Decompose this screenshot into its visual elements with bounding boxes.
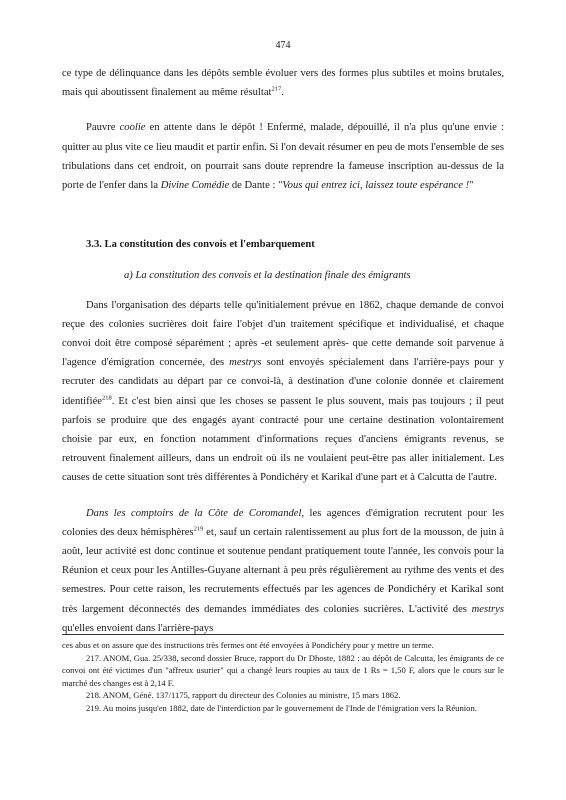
footnote-ref-217[interactable]: 217 bbox=[271, 85, 282, 93]
term-mestrys: mestrys bbox=[229, 357, 262, 369]
footnote-217: 217. ANOM, Gua. 25/338, second dossier Bruce, rapport du Dr Dhoste, 1882 : au dépôt de Calcutta, les émigrants de ce convoi ont été victimes d'un "affreux usurier" qui a changé leurs roupies au taux de 1 Rs = 1,50 F, alors que le cours sur le marché des changes est à 2,14 F. bbox=[62, 652, 504, 688]
paragraph-4-lead: Dans les comptoirs de la Côte de Coromandel bbox=[86, 507, 302, 519]
term-mestrys: mestrys bbox=[471, 603, 504, 615]
footnote-219: 219. Au moins jusqu'en 1882, date de l'interdiction par le gouvernement de l'Inde de l'émigration vers la Réunion. bbox=[86, 702, 477, 713]
body-text bbox=[62, 64, 504, 638]
title-divine-comedie: Divine Comédie bbox=[160, 180, 230, 192]
sub-heading: a) La constitution des convois et la destination finale des émigrants bbox=[124, 270, 411, 282]
section-heading: 3.3. La constitution des convois et l'embarquement bbox=[86, 239, 315, 251]
page-number: 474 bbox=[275, 40, 291, 51]
paragraph-4: Dans les comptoirs de la Côte de Coromandel, les agences d'émigration recrutent pour les colonies des deux hémisphères$^{219}$ et, sauf un certain ralentissement au plus fort de la mousson, de juin à août, leur activité est donc continue et soutenue pendant pratiquement toute l'année, les convois pour la Réunion et ceux pour les Antilles-Guyane alternant à peu près régulièrement au rythme des vents et des semestres. Pour cette raison, les recrutements effectués par les agences de Pondichéry et Karikal sont très largement déconnectés des demandes immédiates des colonies sucrières. L'activité des mestrys qu'elles envoient dans l'arrière-pays bbox=[62, 507, 504, 634]
footnote-ref-219[interactable]: 219 bbox=[193, 525, 204, 533]
paragraph-3: Dans l'organisation des départs telle qu'initialement prévue en 1862, chaque demande de convoi reçue des colonies sucrières doit faire l'objet d'un traitement spécifique et individualisé, et chaque convoi doit être composé séparément ; après -et seulement après- que cette demande soit parvenue à l'agence d'émigration concernée, des mestrys sont envoyés spécialement dans l'arrière-pays pour y recruter des candidats au départ par ce convoi-là, à destination d'une colonie donnée et clairement identifiée$^{218}$. Et c'est bien ainsi que les choses se passent le plus souvent, mais pas toujours ; il peut parfois se produire que des engagés ayant contracté pour une certaine destination volontairement choisie par eux, en fonction notamment d'informations reçues d'anciens émigrants revenus, se retrouvent finalement ailleurs, dans un endroit où ils ne voulaient peut-être pas aller initialement. Les causes de cette situation sont très différentes à Pondichéry et Karikal d'une part et à Calcutta de l'autre. bbox=[62, 299, 504, 484]
footnote-218: 218. ANOM, Géné. 137/1175, rapport du directeur des Colonies au ministre, 15 mars 1862. bbox=[86, 690, 401, 701]
footnotes bbox=[62, 639, 504, 715]
paragraph-1: ce type de délinquance dans les dépôts semble évoluer vers des formes plus subtiles et moins brutales, mais qui aboutissent finalement au même résultat$^{217}$. bbox=[62, 68, 504, 99]
dante-quote: Vous qui entrez ici, laissez toute espérance ! bbox=[282, 180, 470, 192]
paragraph-2: Pauvre coolie en attente dans le dépôt ! Enfermé, malade, dépouillé, il n'a plus qu'une envie : quitter au plus vite ce lieu maudit et partir enfin. Si l'on devait résumer en peu de mots l'ensemble de ses tribulations dans cet endroit, on pourrait sans doute reprendre la fameuse inscription au-dessus de la porte de l'enfer dans la Divine Comédie de Dante : "Vous qui entrez ici, laissez toute espérance !" bbox=[62, 122, 504, 192]
footnote-continuation: ces abus et on assure que des instructions très fermes ont été envoyées à Pondichéry pour y mettre un terme. bbox=[62, 640, 434, 650]
footnote-ref-218[interactable]: 218 bbox=[102, 394, 112, 402]
term-coolie: coolie bbox=[119, 122, 146, 134]
footnote-divider bbox=[62, 634, 504, 635]
